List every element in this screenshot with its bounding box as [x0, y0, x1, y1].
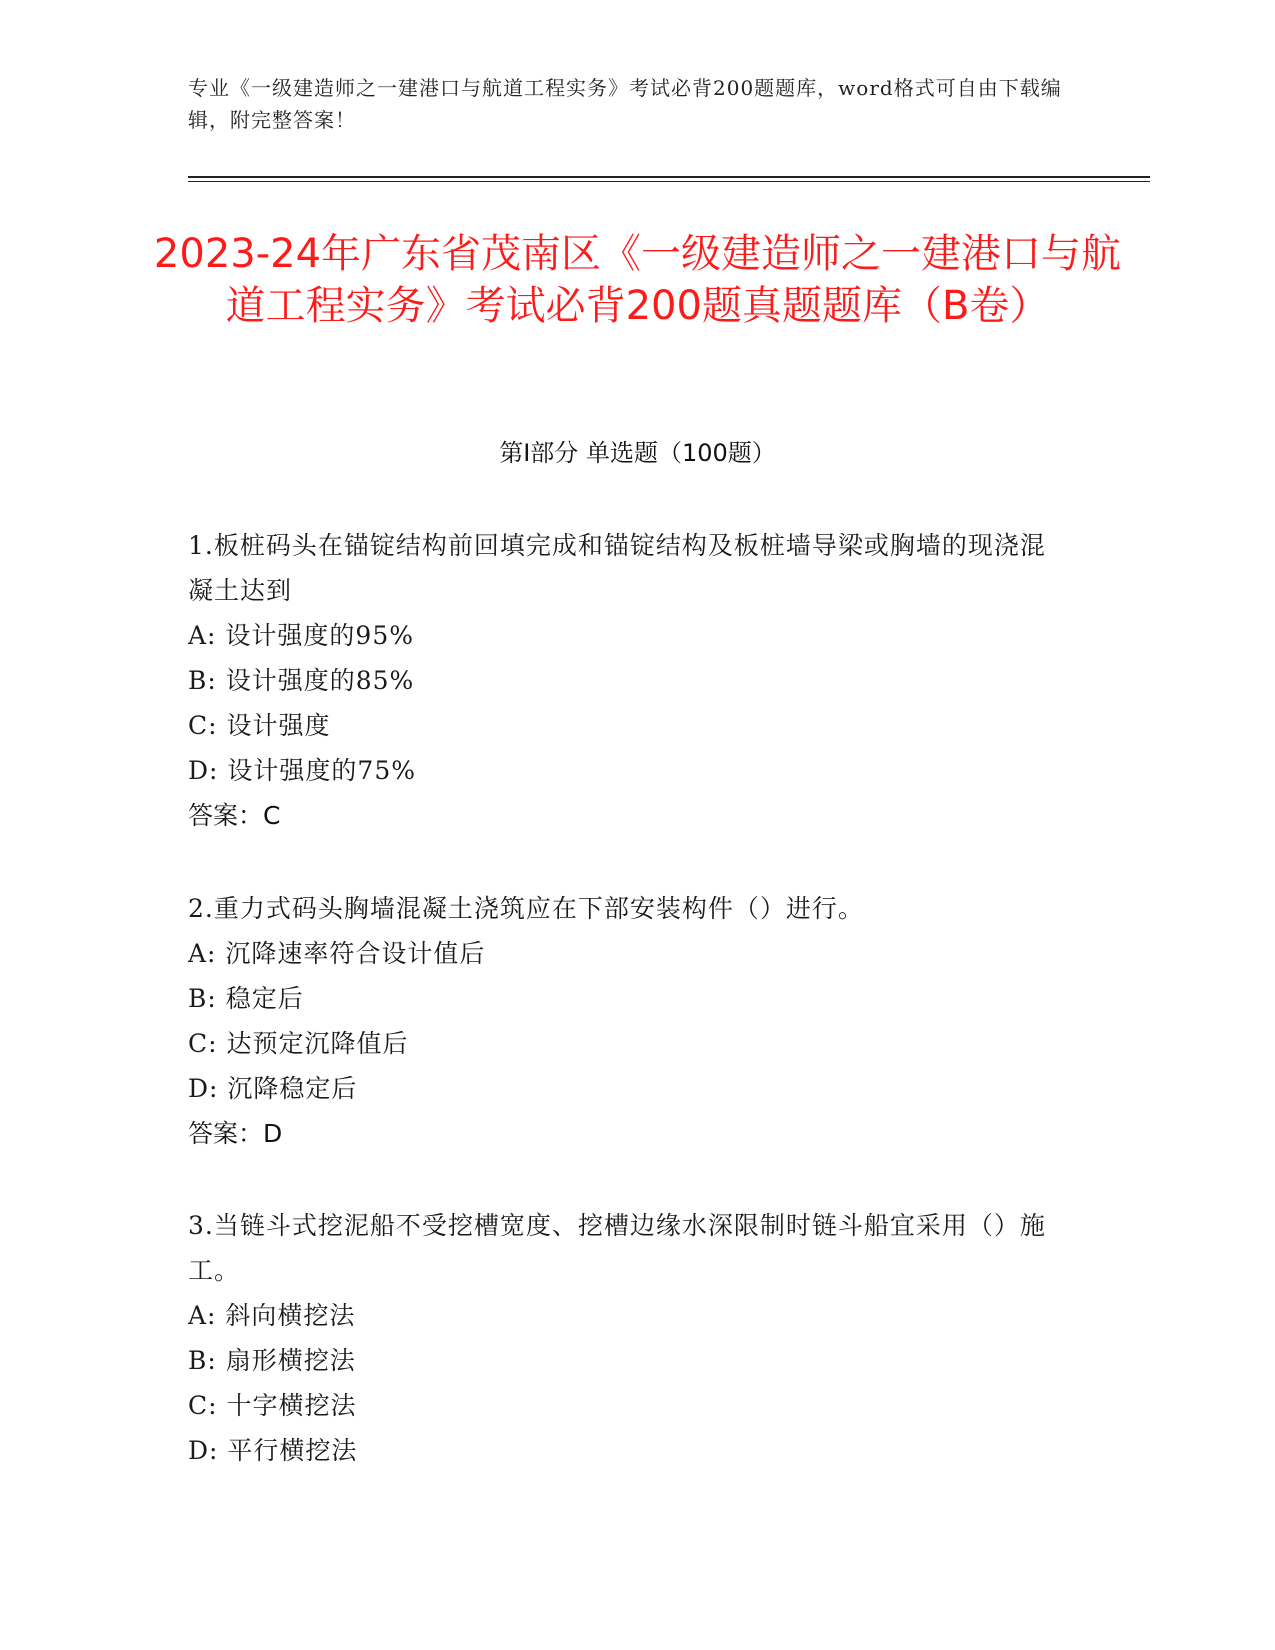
option-d: D: 平行横挖法	[188, 1436, 358, 1465]
option-b: B: 设计强度的85%	[188, 666, 415, 695]
question-2	[188, 886, 1068, 1156]
section-title: 第I部分 单选题（100题）	[499, 439, 776, 467]
option-b: B: 稳定后	[188, 984, 304, 1013]
header-divider-thick	[188, 176, 1150, 178]
option-c: C: 十字横挖法	[188, 1391, 357, 1420]
option-a: A: 斜向横挖法	[188, 1301, 356, 1330]
option-d: D: 沉降稳定后	[188, 1074, 358, 1103]
question-stem: 2.重力式码头胸墙混凝土浇筑应在下部安装构件（）进行。	[188, 894, 864, 923]
question-3	[188, 1203, 1068, 1473]
question-stem: 3.当链斗式挖泥船不受挖槽宽度、挖槽边缘水深限制时链斗船宜采用（）施工。	[188, 1211, 1046, 1285]
option-b: B: 扇形横挖法	[188, 1346, 356, 1375]
option-d: D: 设计强度的75%	[188, 756, 416, 785]
answer: 答案：C	[188, 801, 281, 830]
question-1	[188, 523, 1068, 838]
header-divider-thin	[188, 181, 1150, 182]
option-a: A: 设计强度的95%	[188, 621, 414, 650]
option-c: C: 达预定沉降值后	[188, 1029, 409, 1058]
answer: 答案：D	[188, 1119, 283, 1148]
option-c: C: 设计强度	[188, 711, 331, 740]
option-a: A: 沉降速率符合设计值后	[188, 939, 486, 968]
header-note: 专业《一级建造师之一建港口与航道工程实务》考试必背200题题库，word格式可自由下载编辑，附完整答案！	[188, 76, 1062, 132]
question-stem: 1.板桩码头在锚锭结构前回填完成和锚锭结构及板桩墙导梁或胸墙的现浇混凝土达到	[188, 531, 1046, 605]
document-title: 2023-24年广东省茂南区《一级建造师之一建港口与航道工程实务》考试必背200题真题题库（B卷）	[153, 231, 1122, 329]
